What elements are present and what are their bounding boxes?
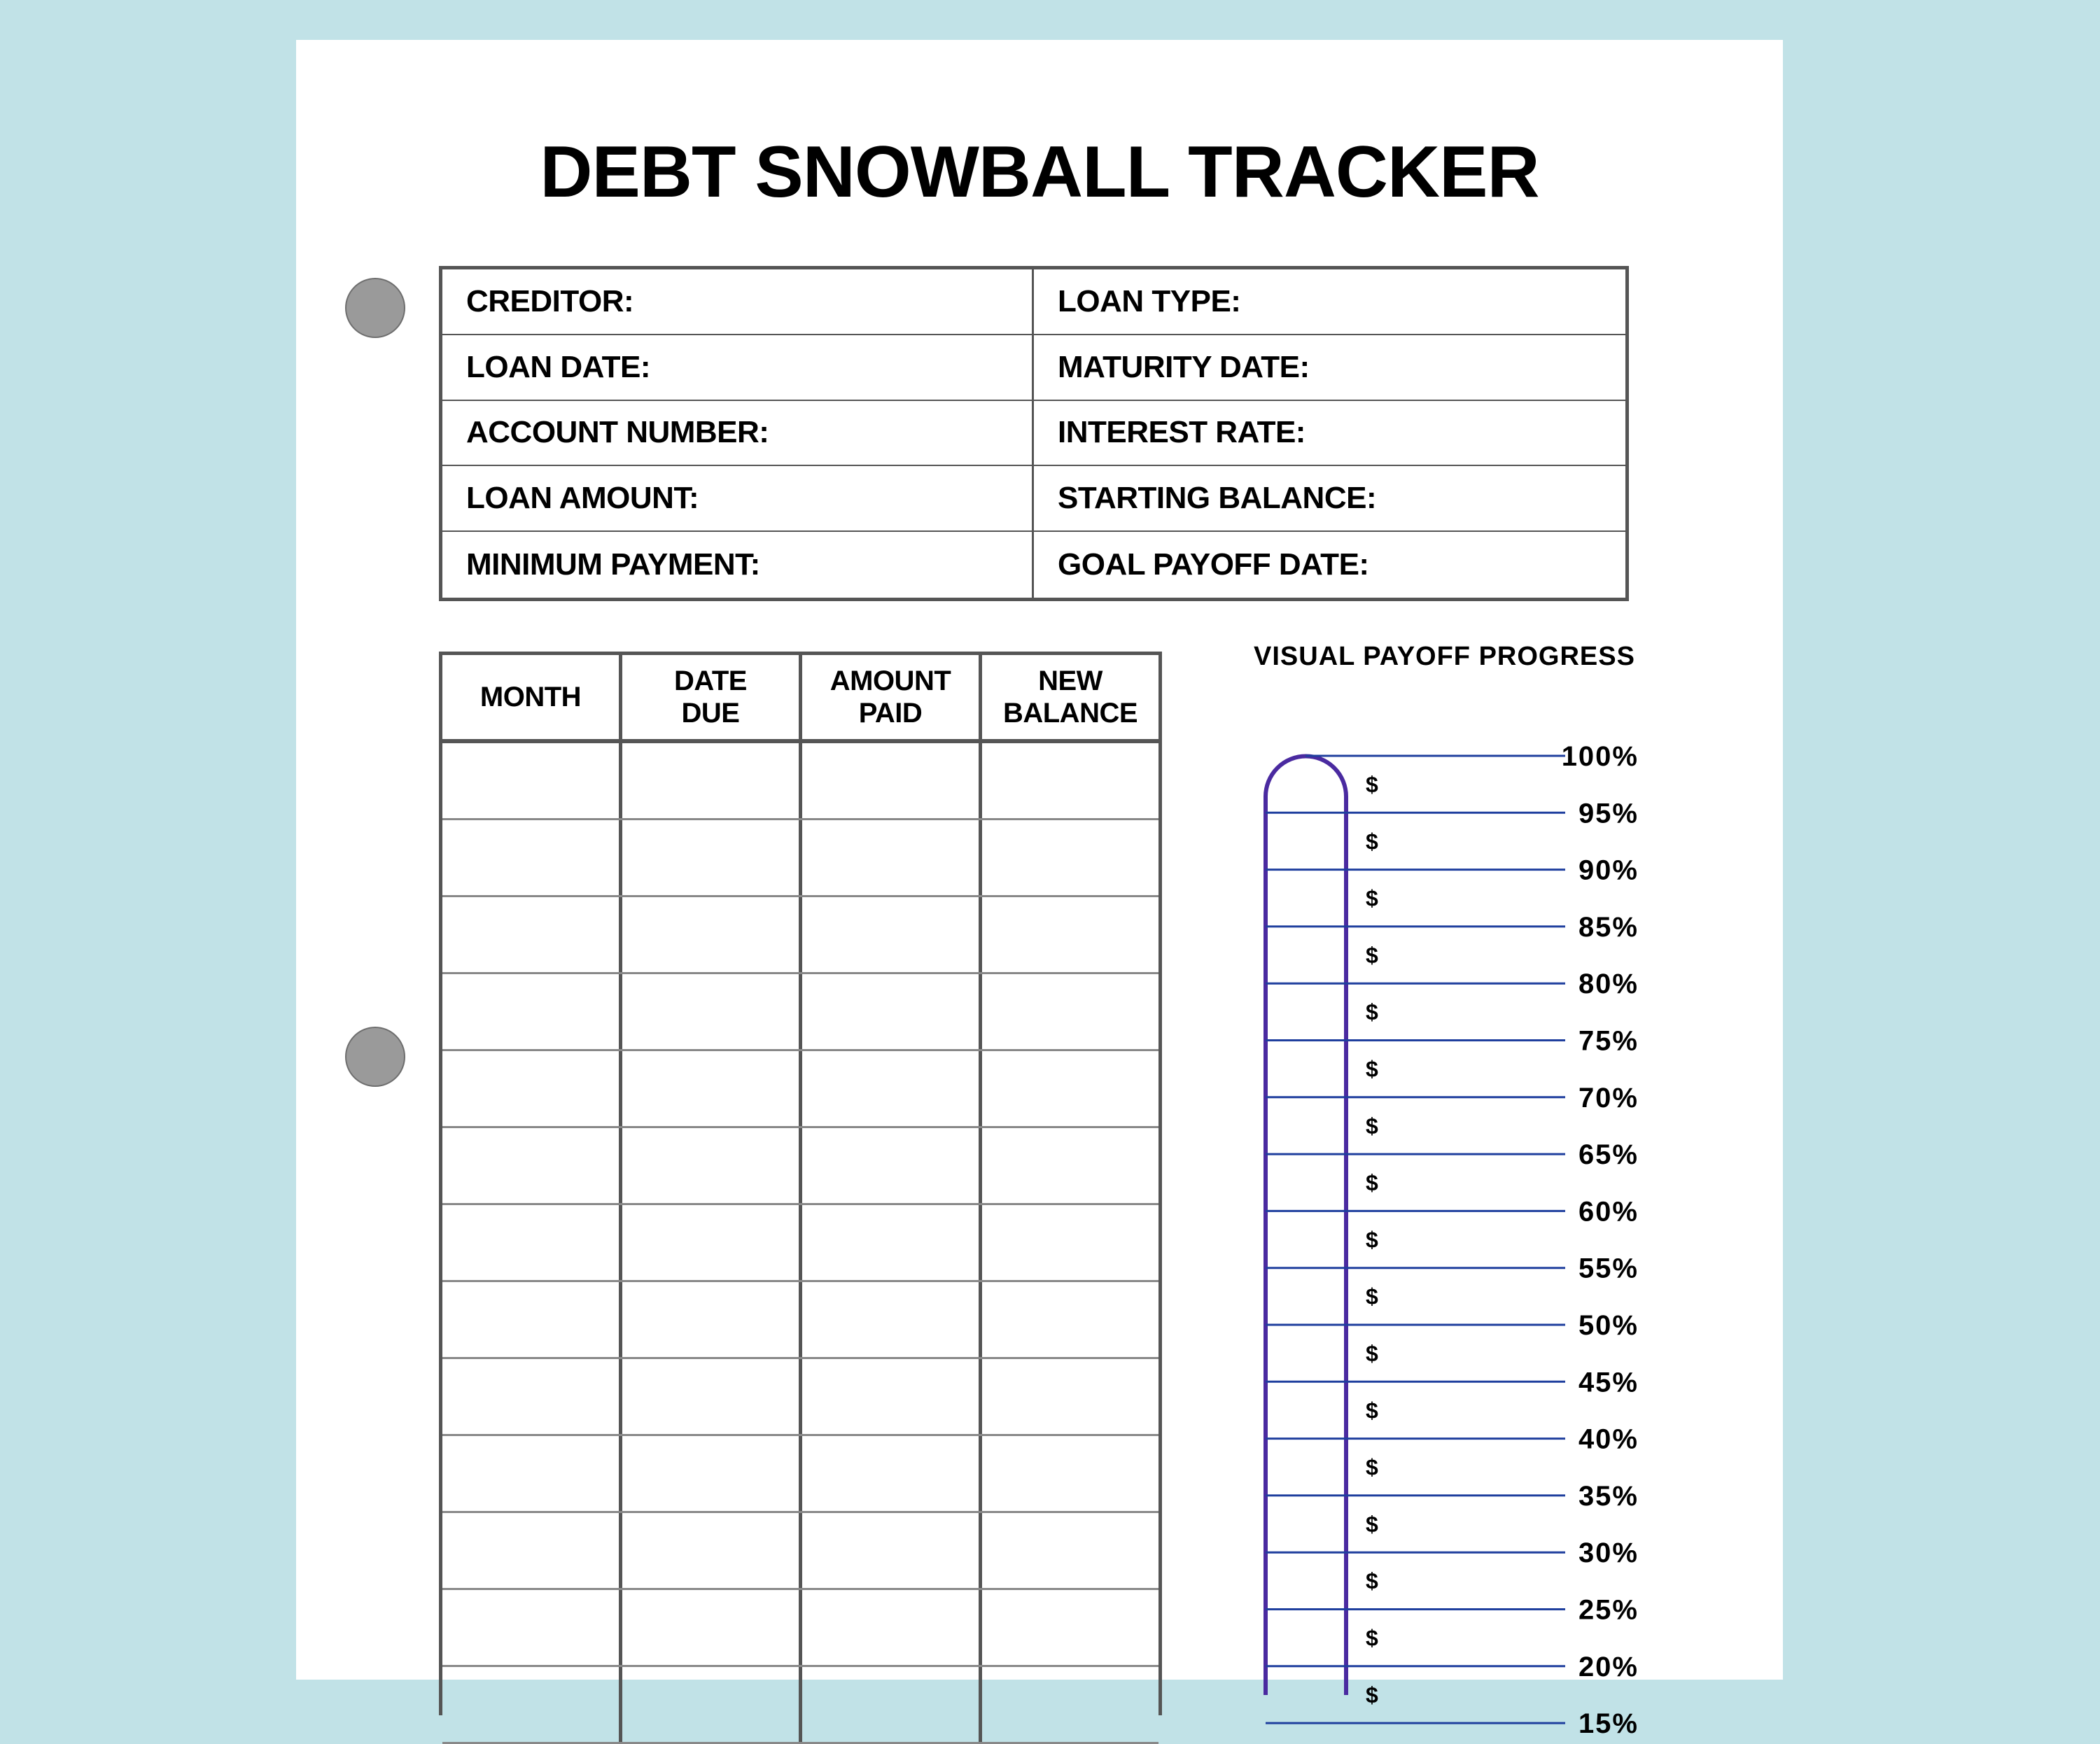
info-label: MATURITY DATE:: [1034, 335, 1625, 401]
blank-cell[interactable]: [799, 743, 979, 818]
blank-cell[interactable]: [799, 1513, 979, 1588]
blank-cell[interactable]: [979, 1590, 1158, 1665]
blank-cell[interactable]: [979, 1282, 1158, 1357]
blank-cell[interactable]: [442, 1359, 619, 1434]
blank-cell[interactable]: [979, 1436, 1158, 1511]
progress-level-label: 35%: [1578, 1480, 1639, 1512]
blank-cell[interactable]: [442, 1205, 619, 1280]
blank-cell[interactable]: [442, 1128, 619, 1203]
blank-cell[interactable]: [619, 820, 799, 895]
progress-level-label: 45%: [1578, 1367, 1639, 1398]
blank-cell[interactable]: [799, 1282, 979, 1357]
currency-blank: $: [1366, 1113, 1378, 1139]
blank-cell[interactable]: [442, 1667, 619, 1742]
progress-level-label: 60%: [1578, 1196, 1639, 1228]
blank-cell[interactable]: [799, 1590, 979, 1665]
blank-cell[interactable]: [799, 1205, 979, 1280]
currency-blank: $: [1366, 1398, 1378, 1423]
progress-level-label: 15%: [1578, 1708, 1639, 1740]
currency-blank: $: [1366, 1284, 1378, 1309]
blank-cell[interactable]: [799, 897, 979, 972]
blank-cell[interactable]: [979, 1205, 1158, 1280]
currency-blank: $: [1366, 1341, 1378, 1366]
blank-cell[interactable]: [442, 1051, 619, 1126]
progress-level-label: 55%: [1578, 1253, 1639, 1284]
table-row: [442, 1513, 1158, 1590]
blank-cell[interactable]: [619, 1359, 799, 1434]
payment-log-table: [439, 652, 1162, 1715]
table-row: [442, 1590, 1158, 1667]
blank-cell[interactable]: [442, 1436, 619, 1511]
blank-cell[interactable]: [619, 1436, 799, 1511]
info-label: CREDITOR:: [442, 269, 1034, 335]
column-header-month: MONTH: [479, 682, 582, 712]
table-row: [442, 974, 1158, 1051]
punch-hole: [345, 278, 405, 338]
blank-cell[interactable]: [442, 820, 619, 895]
blank-cell[interactable]: [442, 1590, 619, 1665]
progress-level-label: 65%: [1578, 1139, 1639, 1171]
blank-cell[interactable]: [979, 743, 1158, 818]
page-title: DEBT SNOWBALL TRACKER: [540, 132, 1539, 213]
blank-cell[interactable]: [619, 897, 799, 972]
table-row: [442, 743, 1158, 820]
progress-level-label: 20%: [1578, 1651, 1639, 1682]
blank-cell[interactable]: [442, 897, 619, 972]
blank-cell[interactable]: [619, 1205, 799, 1280]
blank-cell[interactable]: [979, 1667, 1158, 1742]
progress-title: VISUAL PAYOFF PROGRESS: [1254, 642, 1635, 671]
progress-level-label: 75%: [1578, 1025, 1639, 1057]
currency-blank: $: [1366, 1170, 1378, 1196]
blank-cell[interactable]: [799, 820, 979, 895]
currency-blank: $: [1366, 999, 1378, 1025]
blank-cell[interactable]: [799, 1667, 979, 1742]
currency-blank: $: [1366, 942, 1378, 968]
progress-level-label: 90%: [1578, 855, 1639, 886]
blank-cell[interactable]: [619, 1513, 799, 1588]
currency-blank: $: [1366, 772, 1378, 797]
currency-blank: $: [1366, 1682, 1378, 1708]
punch-hole: [345, 1027, 405, 1087]
currency-blank: $: [1366, 829, 1378, 855]
column-header-date-due: DATE DUE: [619, 655, 799, 739]
column-header-amount-paid: AMOUNT PAID: [799, 655, 979, 739]
table-row: [442, 1128, 1158, 1205]
currency-blank: $: [1366, 1568, 1378, 1594]
progress-level-label: 85%: [1578, 911, 1639, 943]
payment-log-body: [442, 743, 1158, 1744]
progress-level-label: 100%: [1561, 741, 1639, 772]
payment-log-header: [442, 655, 1158, 743]
currency-blank: $: [1366, 1056, 1378, 1082]
blank-cell[interactable]: [979, 1128, 1158, 1203]
blank-cell[interactable]: [799, 1436, 979, 1511]
progress-level-label: 80%: [1578, 969, 1639, 1000]
blank-cell[interactable]: [442, 1513, 619, 1588]
thermometer-tube: [1266, 757, 1346, 1695]
progress-level-label: 70%: [1578, 1082, 1639, 1113]
blank-cell[interactable]: [979, 820, 1158, 895]
blank-cell[interactable]: [442, 974, 619, 1049]
table-row: [442, 897, 1158, 974]
progress-level-label: 95%: [1578, 798, 1639, 829]
payoff-thermometer: [1248, 715, 1640, 1740]
blank-cell[interactable]: [979, 1051, 1158, 1126]
progress-level-label: 25%: [1578, 1594, 1639, 1626]
progress-level-label: 30%: [1578, 1538, 1639, 1569]
table-row: [442, 1359, 1158, 1436]
table-row: [442, 1282, 1158, 1359]
info-label: MINIMUM PAYMENT:: [442, 532, 1034, 598]
progress-level-label: 40%: [1578, 1423, 1639, 1455]
table-row: [442, 1051, 1158, 1128]
info-label: LOAN DATE:: [442, 335, 1034, 401]
blank-cell[interactable]: [619, 1282, 799, 1357]
blank-cell[interactable]: [799, 1128, 979, 1203]
blank-cell[interactable]: [619, 974, 799, 1049]
blank-cell[interactable]: [619, 1590, 799, 1665]
blank-cell[interactable]: [619, 1051, 799, 1126]
blank-cell[interactable]: [619, 1667, 799, 1742]
table-row: [442, 1436, 1158, 1513]
loan-info-table: [439, 266, 1629, 601]
info-label: LOAN AMOUNT:: [442, 466, 1034, 532]
planner-page: [296, 40, 1783, 1740]
blank-cell[interactable]: [979, 1359, 1158, 1434]
blank-cell[interactable]: [619, 743, 799, 818]
blank-cell[interactable]: [979, 897, 1158, 972]
info-label: INTEREST RATE:: [1034, 401, 1625, 467]
blank-cell[interactable]: [619, 1128, 799, 1203]
blank-cell[interactable]: [442, 1282, 619, 1357]
info-label: LOAN TYPE:: [1034, 269, 1625, 335]
table-row: [442, 1667, 1158, 1744]
blank-cell[interactable]: [799, 1051, 979, 1126]
table-row: [442, 820, 1158, 897]
currency-blank: $: [1366, 1511, 1378, 1537]
blank-cell[interactable]: [979, 974, 1158, 1049]
info-label: GOAL PAYOFF DATE:: [1058, 547, 1369, 582]
currency-blank: $: [1366, 1625, 1378, 1651]
currency-blank: $: [1366, 1227, 1378, 1253]
blank-cell[interactable]: [979, 1513, 1158, 1588]
info-label: ACCOUNT NUMBER:: [442, 401, 1034, 467]
blank-cell[interactable]: [799, 974, 979, 1049]
currency-blank: $: [1366, 885, 1378, 911]
progress-level-label: 50%: [1578, 1310, 1639, 1341]
blank-cell[interactable]: [442, 743, 619, 818]
table-row: [442, 1205, 1158, 1282]
info-label: STARTING BALANCE:: [1034, 466, 1625, 532]
column-header-new-balance: NEW BALANCE: [979, 655, 1158, 739]
blank-cell[interactable]: [799, 1359, 979, 1434]
currency-blank: $: [1366, 1454, 1378, 1480]
